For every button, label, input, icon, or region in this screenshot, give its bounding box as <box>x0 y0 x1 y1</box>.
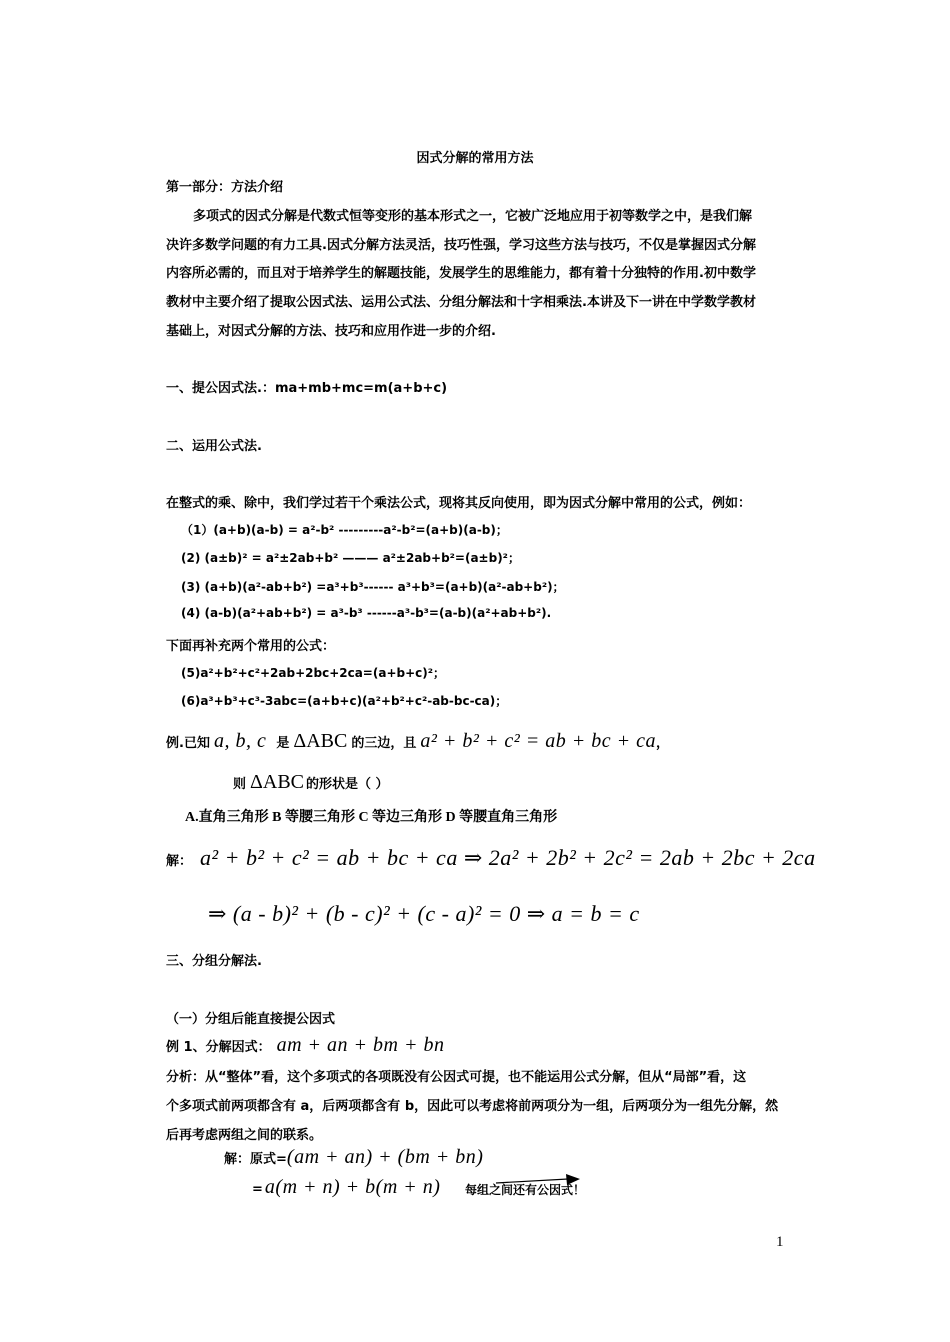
supplement-formula-6: (6)a³+b³+c³-3abc=(a+b+c)(a²+b²+c²-ab-bc-ca)； <box>181 694 508 708</box>
example-options: A.直角三角形 B 等腰三角形 C 等边三角形 D 等腰直角三角形 <box>185 810 558 825</box>
example-solution-line-1 <box>166 845 816 871</box>
example1-solution-step1: (am + an) + (bm + bn) <box>286 1146 484 1168</box>
solution-line-1: a² + b² + c² = ab + bc + ca ⇒ 2a² + 2b² + 2c² = 2ab + 2bc + 2ca <box>200 845 816 870</box>
example-prefix: 例.已知 <box>166 736 210 751</box>
triangle-abc-2: ΔABC <box>250 771 304 793</box>
solution-line-2: ⇒ (a - b)² + (b - c)² + (c - a)² = 0 ⇒ a = b = c <box>208 901 640 926</box>
supplement-formula-5: (5)a²+b²+c²+2ab+2bc+2ca=(a+b+c)²； <box>181 666 446 680</box>
page-title: 因式分解的常用方法 <box>416 151 534 166</box>
example-shape-question: 的形状是（ ） <box>306 777 389 792</box>
intro-line-5: 基础上，对因式分解的方法、技巧和应用作进一步的介绍. <box>166 324 496 339</box>
analysis-line-2: 个多项式前两项都含有 a，后两项都含有 b，因此可以考虑将前两项分为一组，后两项分为一组先分解，然 <box>166 1099 779 1114</box>
example1-note: 每组之间还有公因式！ <box>465 1183 586 1197</box>
example1-statement <box>166 1034 444 1057</box>
intro-line-3: 内容所必需的，而且对于培养学生的解题技能，发展学生的思维能力，都有着十分独特的作用.初中数学 <box>166 266 756 281</box>
example-condition: a² + b² + c² = ab + bc + ca <box>420 730 656 752</box>
subsection1-heading: （一）分组后能直接提公因式 <box>166 1012 336 1027</box>
formula-3: (3) (a+b)(a²-ab+b²) =a³+b³------ a³+b³=(a+b)(a²-ab+b²)； <box>181 580 565 594</box>
example1-solution-step-2 <box>252 1176 440 1199</box>
example1-label: 例 1、分解因式： <box>166 1040 271 1055</box>
example-comma: ， <box>655 736 669 751</box>
section3-heading: 三、分组分解法. <box>166 954 262 969</box>
example1-solution-step2: a(m + n) + b(m + n) <box>264 1176 441 1198</box>
example1-solution-equals: = <box>252 1182 263 1197</box>
analysis-line-3: 后再考虑两组之间的联系。 <box>166 1128 323 1143</box>
example1-solution-label: 解：原式= <box>224 1152 287 1167</box>
section2-heading: 二、运用公式法. <box>166 439 262 454</box>
intro-line-4: 教材中主要介绍了提取公因式法、运用公式法、分组分解法和十字相乘法.本讲及下一讲在中学数学教材 <box>166 295 756 310</box>
formula-4: (4) (a-b)(a²+ab+b²) = a³-b³ ------a³-b³=(a-b)(a²+ab+b²). <box>181 606 552 620</box>
example-statement <box>166 730 669 753</box>
solution-label: 解： <box>166 854 193 869</box>
intro-line-2: 决许多数学问题的有力工具.因式分解方法灵活，技巧性强，学习这些方法与技巧，不仅是掌握因式分解 <box>166 238 756 253</box>
formula-1: （1）(a+b)(a-b) = a²-b² ---------a²-b²=(a+b)(a-b)； <box>181 523 508 537</box>
example-question <box>233 771 389 794</box>
formula-2: (2) (a±b)² = a²±2ab+b² ——— a²±2ab+b²=(a±b)²； <box>181 551 520 565</box>
formula-intro: 在整式的乘、除中，我们学过若干个乘法公式，现将其反向使用，即为因式分解中常用的公式，例如： <box>166 496 752 511</box>
example-sides: 的三边，且 <box>351 736 417 751</box>
example-is: 是 <box>276 736 290 751</box>
part1-heading: 第一部分：方法介绍 <box>166 180 284 195</box>
triangle-abc-1: ΔABC <box>293 730 348 752</box>
supplement-intro: 下面再补充两个常用的公式： <box>166 639 336 654</box>
example1-solution-step-1 <box>224 1146 483 1169</box>
intro-line-1: 多项式的因式分解是代数式恒等变形的基本形式之一，它被广泛地应用于初等数学之中，是我们解 <box>193 209 753 224</box>
example-then: 则 <box>233 777 247 792</box>
page-number: 1 <box>776 1234 784 1250</box>
example1-expression: am + an + bm + bn <box>276 1034 445 1056</box>
section1-heading: 一、提公因式法.：ma+mb+mc=m(a+b+c) <box>166 381 448 396</box>
example-vars: a, b, c <box>213 730 267 752</box>
analysis-line-1: 分析：从“整体”看，这个多项式的各项既没有公因式可提，也不能运用公式分解，但从“局部”看，这 <box>166 1070 747 1085</box>
